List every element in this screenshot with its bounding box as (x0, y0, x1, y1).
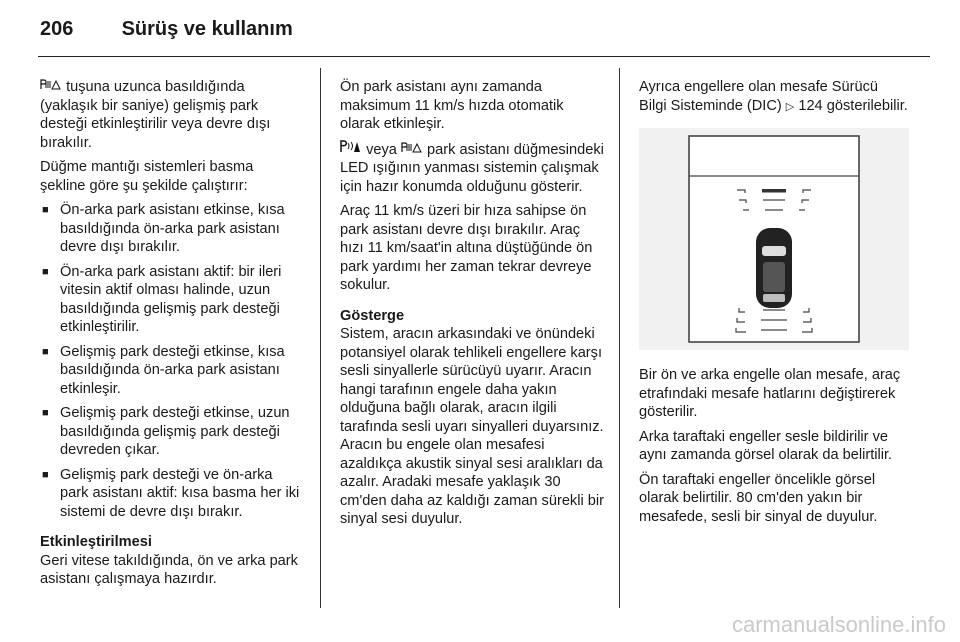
list-item: ■ Ön-arka park asistanı etkinse, kısa basıldığında ön-arka park asistanı devre dışı bırakılır. (40, 201, 302, 257)
page-reference: 124 (798, 97, 823, 114)
column-3 (639, 78, 909, 532)
parking-display-illustration (639, 128, 909, 350)
list-item-text: Gelişmiş park desteği ve ön-arka park asistanı aktif: kısa basma her iki sistemi de devre dışı bırakır. (60, 466, 300, 520)
text: park asistanı düğmesindeki LED ışığının yanması sistemin çalışmak için hazır konumda olduğunu gösterir. (340, 141, 604, 195)
park-assist-button-icon (40, 78, 62, 97)
section-heading: Etkinleştirilmesi (40, 534, 152, 550)
list-item: ■ Gelişmiş park desteği etkinse, kısa basıldığında ön-arka park asistanı etkinleşir. (40, 343, 302, 399)
paragraph: Sistem, aracın arkasındaki ve önündeki potansiyel olarak tehlikeli engellere karşı sesli sinyallerle sürücüyü uyarır. Aracın hangi tarafının engele daha yakın olduğuna bağlı olarak, aracın ilgili tarafında sesli uyarı sinyalleri duyarsınız. Aracın bu engele olan mesafesi azaldıkça akustik sinyal sesi aralıkları da azalır. Aradaki mesafe yaklaşık 30 cm'den daha az kaldığı zaman sürekli bir sinyal sesi duyulur. (340, 326, 604, 527)
paragraph: Araç 11 km/s üzeri bir hıza sahipse ön park asistanı devre dışı bırakılır. Araç hızı 11 km/saat'in altına düştüğünde ön park yardımı her zaman tekrar devreye sokulur. (340, 203, 593, 293)
page-title: Sürüş ve kullanım (121, 18, 293, 40)
advanced-park-assist-icon (340, 140, 362, 160)
paragraph (639, 78, 909, 116)
list-item-text: Gelişmiş park desteği etkinse, kısa basıldığında ön-arka park asistanı etkinleşir. (60, 343, 285, 397)
column-divider-1 (320, 68, 321, 608)
list-item-text: Ön-arka park asistanı aktif: bir ileri vitesin aktif olması halinde, uzun basıldığında gelişmiş park desteği etkinleştirilir. (60, 263, 282, 335)
list-item-text: Ön-arka park asistanı etkinse, kısa basıldığında ön-arka park asistanı devre dışı bırakılır. (60, 202, 285, 255)
list-item: ■ Ön-arka park asistanı aktif: bir ileri vitesin aktif olması halinde, uzun basıldığında gelişmiş park desteği etkinleştirilir. (40, 263, 302, 337)
list-item-text: Gelişmiş park desteği etkinse, uzun basıldığında gelişmiş park desteği devreden çıkar. (60, 405, 290, 458)
page-header (40, 18, 293, 41)
text: veya (366, 141, 397, 158)
column-1 (40, 78, 302, 595)
column-divider-2 (619, 68, 620, 608)
page-number: 206 (40, 18, 74, 40)
watermark: carmanualsonline.info (731, 612, 946, 637)
paragraph (340, 140, 606, 197)
paragraph (40, 78, 302, 152)
section-heading: Gösterge (340, 307, 405, 324)
text: tuşuna uzunca basıldığında (yaklaşık bir saniye) gelişmiş park desteği etkinleştirilir veya devre dışı bırakılır. (40, 79, 271, 151)
cross-reference-arrow-icon: ▷ (785, 100, 795, 113)
column-2 (340, 78, 606, 535)
text: Ayrıca engellere olan mesafe Sürücü Bilgi Sisteminde (DIC) (639, 79, 879, 114)
paragraph: Ön park asistanı aynı zamanda maksimum 11 km/s hızda otomatik olarak etkinleşir. (340, 79, 564, 132)
park-assist-button-icon (401, 141, 423, 160)
paragraph: Bir ön ve arka engelle olan mesafe, araç etrafındaki mesafe hatlarını değiştirerek gösterilir. (639, 367, 901, 420)
paragraph: Arka taraftaki engeller sesle bildirilir ve aynı zamanda görsel olarak da belirtilir. (639, 428, 893, 463)
text: gösterilebilir. (826, 97, 908, 114)
paragraph: Düğme mantığı sistemleri basma şekline göre şu şekilde çalıştırır: (40, 159, 254, 194)
paragraph: Geri vitese takıldığında, ön ve arka park asistanı çalışmaya hazırdır. (40, 552, 298, 587)
paragraph: Ön taraftaki engeller öncelikle görsel olarak belirtilir. 80 cm'den yakın bir mesafede, sesli bir sinyal de duyulur. (639, 471, 878, 525)
list-item: ■ Gelişmiş park desteği etkinse, uzun basıldığında gelişmiş park desteği devreden çıkar. (40, 404, 302, 460)
header-rule (38, 56, 930, 57)
car-icon (756, 228, 792, 308)
list-item: ■ Gelişmiş park desteği ve ön-arka park asistanı aktif: kısa basma her iki sistemi de devre dışı bırakır. (40, 466, 302, 522)
